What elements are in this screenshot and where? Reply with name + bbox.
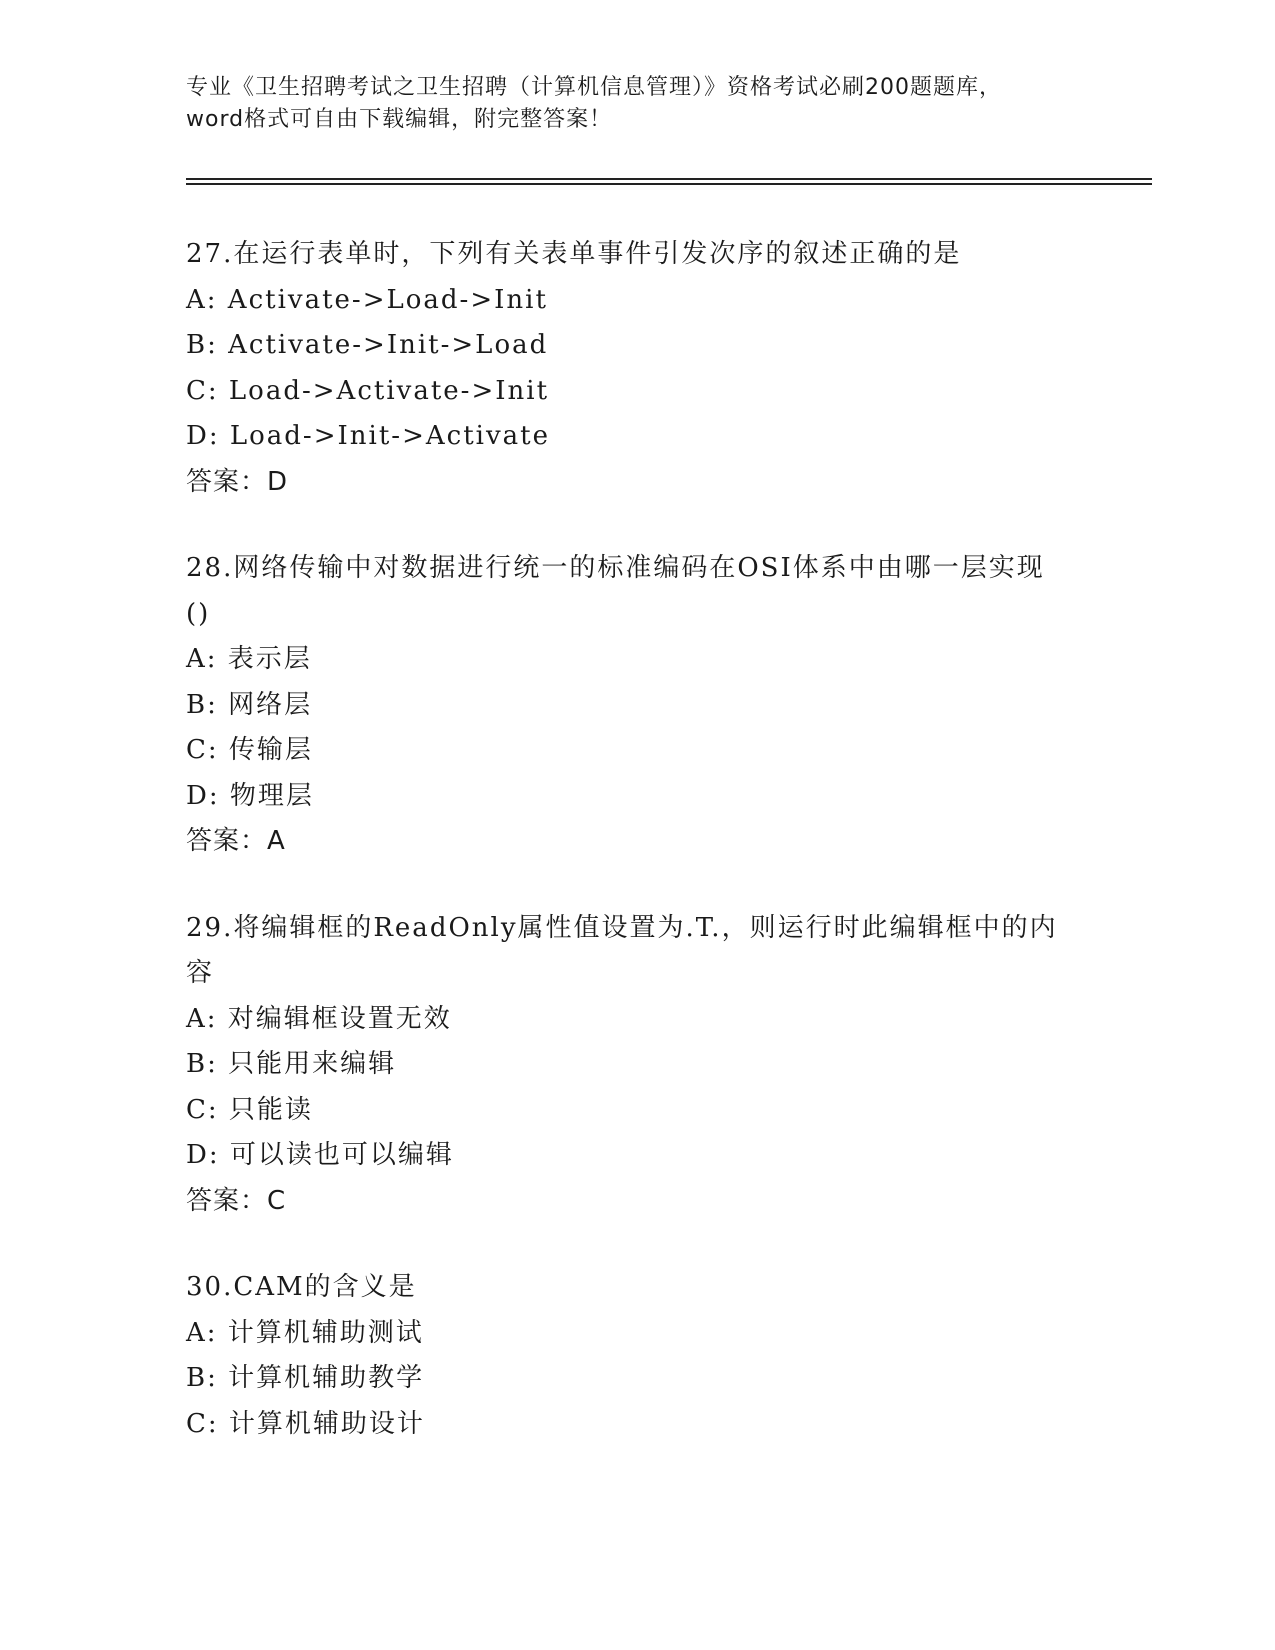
answer-label: 答案：A — [186, 826, 286, 856]
answer-label: 答案：D — [186, 466, 289, 497]
option-c: C: 只能读 — [186, 1094, 313, 1125]
option-c: C: Load->Activate->Init — [186, 375, 550, 406]
question-stem-continued: 容 — [186, 958, 215, 988]
option-d: D: 可以读也可以编辑 — [186, 1140, 454, 1170]
question-stem: 30.CAM的含义是 — [186, 1272, 417, 1302]
question-stem: 29.将编辑框的ReadOnly属性值设置为.T.，则运行时此编辑框中的内 — [186, 912, 1058, 943]
option-b: B: 网络层 — [186, 689, 313, 720]
option-d: D: 物理层 — [186, 780, 314, 811]
header-line-1: 专业《卫生招聘考试之卫生招聘（计算机信息管理）》资格考试必刷200题题库， — [186, 75, 1002, 100]
question-27 — [186, 232, 1086, 505]
option-a: A: 计算机辅助测试 — [186, 1317, 424, 1348]
option-c: C: 计算机辅助设计 — [186, 1408, 425, 1439]
option-b: B: 只能用来编辑 — [186, 1049, 397, 1079]
answer-label: 答案：C — [186, 1185, 287, 1216]
option-a: A: 表示层 — [186, 644, 312, 674]
question-stem-continued: () — [186, 598, 211, 629]
option-a: A: 对编辑框设置无效 — [186, 1003, 452, 1034]
option-b: B: Activate->Init->Load — [186, 330, 549, 360]
question-list — [186, 232, 1086, 1488]
question-29 — [186, 906, 1086, 1225]
question-stem: 28.网络传输中对数据进行统一的标准编码在OSI体系中由哪一层实现 — [186, 553, 1045, 583]
question-stem: 27.在运行表单时，下列有关表单事件引发次序的叙述正确的是 — [186, 239, 962, 269]
option-a: A: Activate->Load->Init — [186, 284, 548, 315]
header-line-2: word格式可自由下载编辑，附完整答案！ — [186, 107, 613, 132]
option-b: B: 计算机辅助教学 — [186, 1363, 425, 1393]
header-divider-bottom — [186, 183, 1152, 185]
option-d: D: Load->Init->Activate — [186, 421, 550, 451]
question-28 — [186, 546, 1086, 865]
question-30 — [186, 1265, 1086, 1447]
document-header — [186, 72, 1086, 136]
header-divider-top — [186, 178, 1152, 180]
option-c: C: 传输层 — [186, 735, 313, 765]
